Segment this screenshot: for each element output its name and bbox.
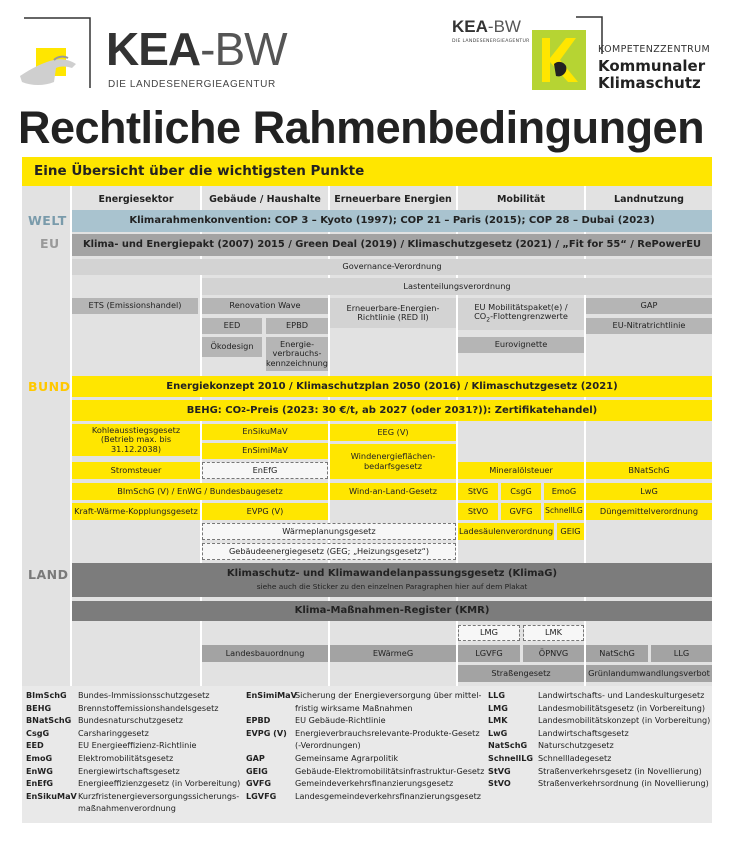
bund-ladesaeulenverordnung: Ladesäulenverordnung <box>458 523 554 540</box>
land-klimag <box>72 563 712 597</box>
eu-eed: EED <box>202 318 262 334</box>
bund-evpg: EVPG (V) <box>202 503 328 520</box>
land-llg: LLG <box>651 645 712 662</box>
eu-lastenteilung: Lastenteilungsverordnung <box>202 278 712 295</box>
legend-col3: LLG Landwirtschafts- und Landeskulturgesetz LMG Landesmobilitätsgesetz (in Vorbereitung) LMK Landesmobilitätskonzept (in Vorbereitung) LwG Landwirtschaftsgesetz NatSchG Naturschutzgesetz SchnellLG Schnellladegesetz StVG Straßenverkehrsgesetz (in Novellierung) StVO Straßenverkehrsordnung (in Novellierung) <box>488 690 711 789</box>
eu-ets: ETS (Emissionshandel) <box>72 298 198 314</box>
bund-duengemittelverordnung: Düngemittelverordnung <box>586 503 712 520</box>
co2-subscript: 2 <box>486 317 491 325</box>
bund-stromsteuer: Stromsteuer <box>72 462 200 479</box>
bw-wordmark: -BW <box>200 23 287 75</box>
column-header-gebaeude: Gebäude / Haushalte <box>209 194 321 205</box>
bund-waermeplanung: Wärmeplanungsgesetz <box>202 523 456 540</box>
grid-bg <box>22 186 70 686</box>
land-natschg: NatSchG <box>586 645 648 662</box>
level-label-eu: EU <box>40 236 60 251</box>
eu-mobilitaetspaket <box>458 298 584 330</box>
eu-governance: Governance-Verordnung <box>72 259 712 275</box>
eu-mobil-line2 <box>474 312 568 325</box>
eu-red: Erneuerbare-Energien-Richtlinie (RED II) <box>330 298 456 328</box>
bund-behg <box>72 400 712 421</box>
eu-eurovignette: Eurovignette <box>458 337 584 353</box>
page-title: Rechtliche Rahmenbedingungen <box>18 102 705 153</box>
bund-bnatschg: BNatSchG <box>586 462 712 479</box>
bund-ensikumav: EnSikuMaV <box>202 424 328 440</box>
eu-oekodesign: Ökodesign <box>202 337 262 357</box>
land-oepnvg: ÖPNVG <box>523 645 584 662</box>
bund-kwk: Kraft-Wärme-Kopplungsgesetz <box>72 503 200 520</box>
kompetenz-line3: Klimaschutz <box>598 74 701 92</box>
bund-windbedarf: Windenergieflächen-bedarfsgesetz <box>330 444 456 479</box>
eu-epbd: EPBD <box>266 318 328 334</box>
legend-col1: BImSchG Bundes-Immissionsschutzgesetz BEHG Brennstoffemissionshandelsgesetz BNatSchG Bundesnaturschutzgesetz CsgG Carsharinggesetz EED EU Energieeffizienz-Richtlinie EmoG Elektromobilitätsgesetz EnWG Energiewirtschaftsgesetz EnEfG Energieeffizienzgesetz (in Vorbereitung) EnSikuMaV Kurzfristenergieversorgungssicherungs- maßnahmenverordnung <box>26 690 241 814</box>
land-gruenlandumwandlungsverbot: Grünlandumwandlungsverbot <box>586 665 712 682</box>
bund-csgg: CsgG <box>501 483 541 500</box>
legend-col2: EnSimiMaV Sicherung der Energieversorgung über mittel- fristig wirksame Maßnahmen EPBD EU Gebäude-Richtlinie EVPG (V) Energieverbrauchsrelevante-Produkte-Gesetz (-Verordnungen) GAP Gemeinsame Agrarpolitik GEIG Gebäude-Elektromobilitätsinfrastruktur-Gesetz GVFG Gemeindeverkehrsfinanzierungsgesetz LGVFG Landesgemeindeverkehrsfinanzierungsgesetz <box>246 690 485 801</box>
bund-kohleausstieg: Kohleausstiegsgesetz (Betrieb max. bis 31.12.2038) <box>72 424 200 456</box>
bund-lwg: LwG <box>586 483 712 500</box>
bund-mineraloelsteuer: Mineralölsteuer <box>458 462 584 479</box>
kompetenz-line2: Kommunaler <box>598 57 706 75</box>
land-lgvfg: LGVFG <box>458 645 520 662</box>
land-strassengesetz: Straßengesetz <box>458 665 584 682</box>
eu-nitratrichtlinie: EU-Nitratrichtlinie <box>586 318 712 334</box>
welt-klimarahmenkonvention: Klimarahmenkonvention: COP 3 – Kyoto (1997); COP 21 – Paris (2015); COP 28 – Dubai (2023) <box>72 210 712 232</box>
bund-stvg: StVG <box>458 483 498 500</box>
eu-gap: GAP <box>586 298 712 314</box>
bund-energiekonzept: Energiekonzept 2010 / Klimaschutzplan 2050 (2016) / Klimaschutzgesetz (2021) <box>72 376 712 397</box>
bund-emog: EmoG <box>544 483 584 500</box>
eu-mobil-line1: EU Mobilitätspaket(e) / <box>474 302 568 313</box>
bund-schnelllg: SchnellLG <box>544 503 584 520</box>
bund-enefg: EnEfG <box>202 462 328 479</box>
eu-klima-energiepakt: Klima- und Energiepakt (2007) 2015 / Green Deal (2019) / Klimaschutzgesetz (2021) / „Fit for 55“ / RePowerEU <box>72 234 712 256</box>
land-lmk: LMK <box>523 625 584 641</box>
column-header-landnutzung: Landnutzung <box>614 194 684 205</box>
kompetenzzentrum-logo <box>532 16 722 100</box>
behg-subscript: 2 <box>241 406 246 415</box>
eu-renovation-wave: Renovation Wave <box>202 298 328 314</box>
land-lmg: LMG <box>458 625 520 641</box>
bund-geig: GEIG <box>557 523 584 540</box>
kea-tagline: DIE LANDESENERGIEAGENTUR <box>108 79 276 90</box>
land-ewaermeg: EWärmeG <box>330 645 456 662</box>
kea-small-tagline: DIE LANDESENERGIEAGENTUR <box>452 39 530 44</box>
kea-small-wordmark: KEA <box>452 17 488 36</box>
bund-eeg: EEG (V) <box>330 424 456 441</box>
bund-geg: Gebäudeenergiegesetz (GEG; „Heizungsgesetz“) <box>202 543 456 560</box>
column-header-erneuerbare: Erneuerbare Energien <box>334 194 452 205</box>
land-klimag-note: siehe auch die Sticker zu den einzelnen Paragraphen hier auf dem Plakat <box>256 581 528 591</box>
behg-label: BEHG: CO <box>186 404 242 416</box>
level-label-land: LAND <box>28 567 69 582</box>
kompetenz-line1: KOMPETENZZENTRUM <box>598 44 711 55</box>
bund-bimschg: BImSchG (V) / EnWG / Bundesbaugesetz <box>72 483 328 500</box>
bund-stvo: StVO <box>458 503 498 520</box>
kea-bw-small-logo <box>452 18 542 58</box>
bw-small-wordmark: -BW <box>487 17 521 36</box>
subtitle-bar <box>22 157 712 186</box>
eu-mobil-flotten: -Flottengrenzwerte <box>490 311 568 322</box>
subtitle: Eine Übersicht über die wichtigsten Punkte <box>34 163 365 179</box>
co2-text: CO <box>474 311 487 322</box>
bund-gvfg: GVFG <box>501 503 541 520</box>
behg-price: -Preis (2023: 30 €/t, ab 2027 (oder 2031?)): Zertifikatehandel) <box>246 404 598 416</box>
column-header-energiesektor: Energiesektor <box>98 194 174 205</box>
land-kmr: Klima-Maßnahmen-Register (KMR) <box>72 601 712 621</box>
eu-energieverbrauchskennzeichnung: Energie-verbrauchs-kennzeichnung <box>266 337 328 371</box>
level-label-bund: BUND <box>28 379 71 394</box>
level-label-welt: WELT <box>28 213 67 228</box>
land-landesbauordnung: Landesbauordnung <box>202 645 328 662</box>
kea-bw-logo <box>14 16 287 96</box>
column-header-mobilitaet: Mobilität <box>496 194 546 205</box>
bund-ensimimav: EnSimiMaV <box>202 443 328 459</box>
kea-hand-mark-icon <box>14 16 94 96</box>
bund-wind-an-land: Wind-an-Land-Gesetz <box>330 483 456 500</box>
kea-wordmark: KEA <box>106 23 201 75</box>
land-klimag-title: Klimaschutz- und Klimawandelanpassungsgesetz (KlimaG) <box>226 568 558 580</box>
